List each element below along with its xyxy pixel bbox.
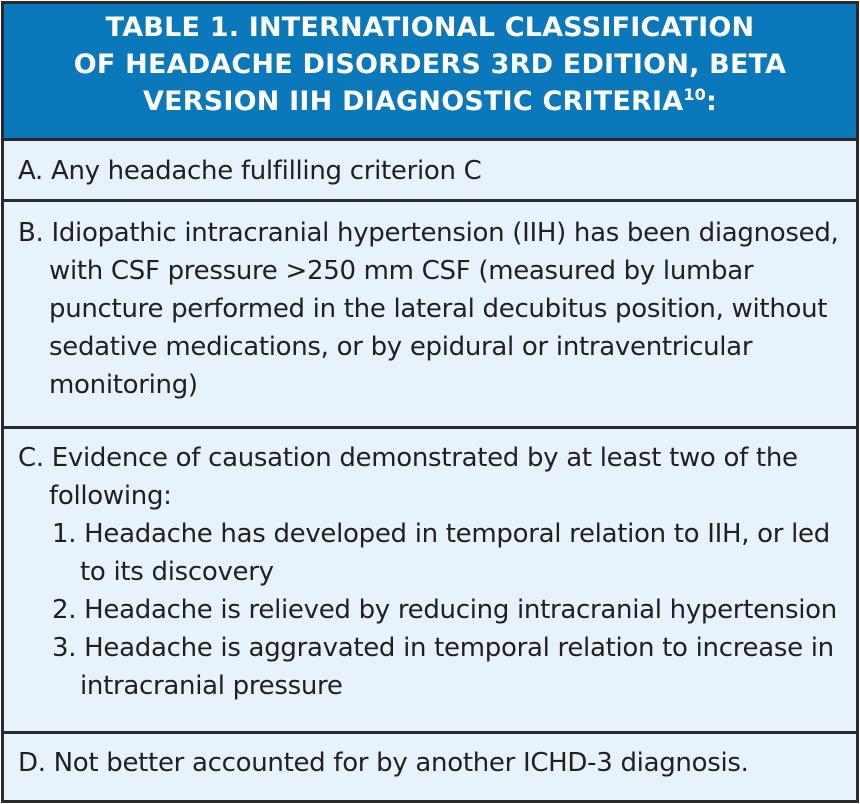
title-suffix: : xyxy=(705,86,717,117)
sub-criterion: 1. Headache has developed in temporal relation to IIH, or led to its discovery xyxy=(52,519,830,587)
footnote-ref: 10 xyxy=(683,85,706,104)
criterion-c xyxy=(4,429,856,734)
criterion-text: D. Not better accounted for by another ICHD-3 diagnosis. xyxy=(18,748,749,778)
criterion-text: C. Evidence of causation demonstrated by at least two of the following: xyxy=(18,443,798,511)
iih-criteria-table xyxy=(1,1,859,803)
table-title xyxy=(4,4,856,141)
criterion-text: B. Idiopathic intracranial hypertension (IIH) has been diagnosed, with CSF pressure >250 mm CSF (measured by lumbar puncture performed in the lateral decubitus position, without sedative medications, or by epidural or intraventricular monitoring) xyxy=(18,218,839,400)
criterion-text: A. Any headache fulfilling criterion C xyxy=(18,156,482,186)
criterion-d xyxy=(4,734,856,797)
title-line xyxy=(4,83,856,120)
sub-criterion: 3. Headache is aggravated in temporal relation to increase in intracranial pressure xyxy=(52,633,834,701)
criterion-b xyxy=(4,202,856,429)
sub-criterion: 2. Headache is relieved by reducing intracranial hypertension xyxy=(52,595,837,625)
title-line: OF HEADACHE DISORDERS 3RD EDITION, BETA xyxy=(73,49,787,80)
criterion-a xyxy=(4,141,856,202)
title-line: TABLE 1. INTERNATIONAL CLASSIFICATION xyxy=(105,12,755,43)
title-text: VERSION IIH DIAGNOSTIC CRITERIA xyxy=(143,86,684,117)
